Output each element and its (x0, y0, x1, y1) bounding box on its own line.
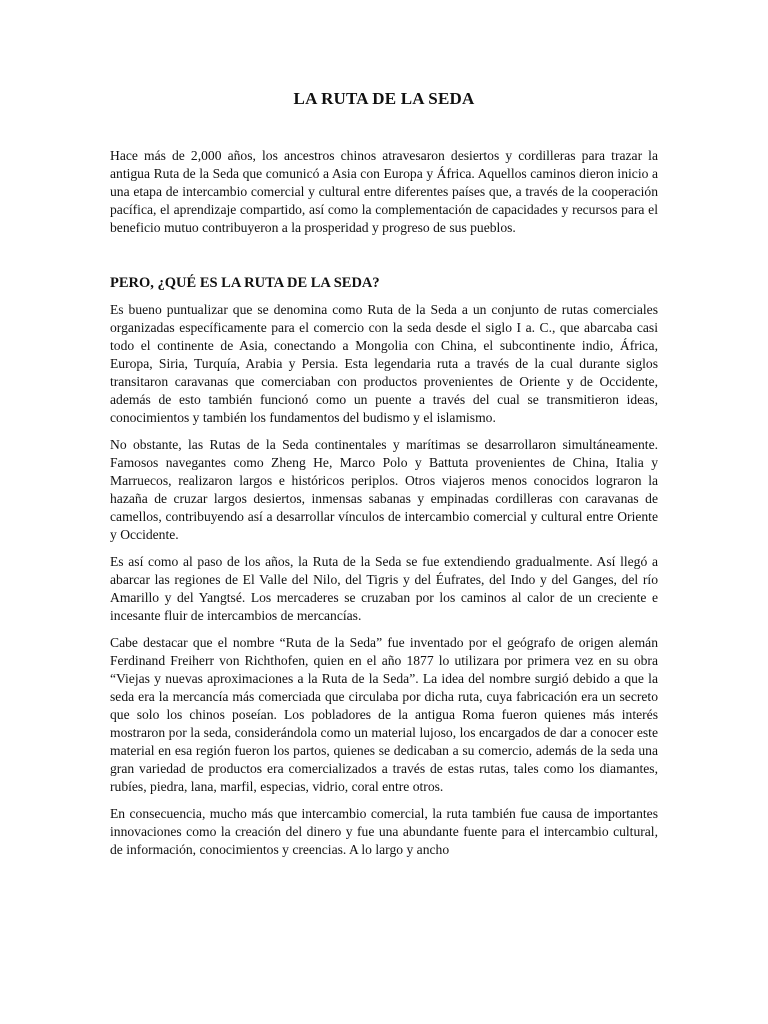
document-title: LA RUTA DE LA SEDA (293, 89, 475, 108)
body-paragraph-4: Cabe destacar que el nombre “Ruta de la Seda” fue inventado por el geógrafo de origen alemán Ferdinand Freiherr von Richthofen, quien en el año 1877 lo utilizara por primera vez en su obra “Viejas y nuevas aproximaciones a la Ruta de la Seda”. La idea del nombre surgió debido a que la seda era la mercancía más comerciada que circulaba por dicha ruta, cuya fabricación era un secreto que solo los chinos poseían. Los pobladores de la antigua Roma fueron quienes más interés mostraron por la seda, considerándola como un material lujoso, los encargados de dar a conocer este material en esa región fueron los partos, quienes se dedicaban a su comercio, además de la seda una gran variedad de productos era comercializados a través de estas rutas, tales como los diamantes, rubíes, piedra, lana, marfil, especias, vidrio, coral entre otros. (110, 635, 658, 794)
intro-paragraph: Hace más de 2,000 años, los ancestros chinos atravesaron desiertos y cordilleras para trazar la antigua Ruta de la Seda que comunicó a Asia con Europa y África. Aquellos caminos dieron inicio a una etapa de intercambio comercial y cultural entre diferentes países que, a través de la cooperación pacífica, el aprendizaje compartido, así como la complementación de capacidades y recursos para el beneficio mutuo contribuyeron a la prosperidad y progreso de sus pueblos. (110, 148, 658, 235)
document-body (110, 147, 658, 859)
body-paragraph-1: Es bueno puntualizar que se denomina como Ruta de la Seda a un conjunto de rutas comerciales organizadas específicamente para el comercio con la seda desde el siglo I a. C., que abarcaba casi todo el continente de Asia, conectando a Mongolia con China, el subcontinente indio, África, Europa, Siria, Turquía, Arabia y Persia. Esta legendaria ruta a través de la cual durante siglos transitaron caravanas que comerciaban con productos provenientes de Oriente y de Occidente, además de esto también funcionó como un puente a través del cual se transmitieron ideas, conocimientos y también los fundamentos del budismo y el islamismo. (110, 302, 658, 425)
body-paragraph-5: En consecuencia, mucho más que intercambio comercial, la ruta también fue causa de importantes innovaciones como la creación del dinero y fue una abundante fuente para el intercambio cultural, de información, conocimientos y creencias. A lo largo y ancho (110, 806, 658, 857)
body-paragraph-3: Es así como al paso de los años, la Ruta de la Seda se fue extendiendo gradualmente. Así llegó a abarcar las regiones de El Valle del Nilo, del Tigris y del Éufrates, del Indo y del Ganges, del río Amarillo y del Yangtsé. Los mercaderes se cruzaban por los caminos al calor de un creciente e incesante fluir de intercambios de mercancías. (110, 554, 658, 623)
section-heading: PERO, ¿QUÉ ES LA RUTA DE LA SEDA? (110, 275, 380, 291)
body-paragraph-2: No obstante, las Rutas de la Seda continentales y marítimas se desarrollaron simultáneamente. Famosos navegantes como Zheng He, Marco Polo y Battuta provenientes de China, Italia y Marruecos, realizaron largos e históricos periplos. Otros viajeros menos conocidos lograron la hazaña de cruzar largos desiertos, inmensas sabanas y empinadas cordilleras con caravanas de camellos, contribuyendo así a desarrollar vínculos de intercambio comercial y cultural entre Oriente y Occidente. (110, 437, 658, 542)
